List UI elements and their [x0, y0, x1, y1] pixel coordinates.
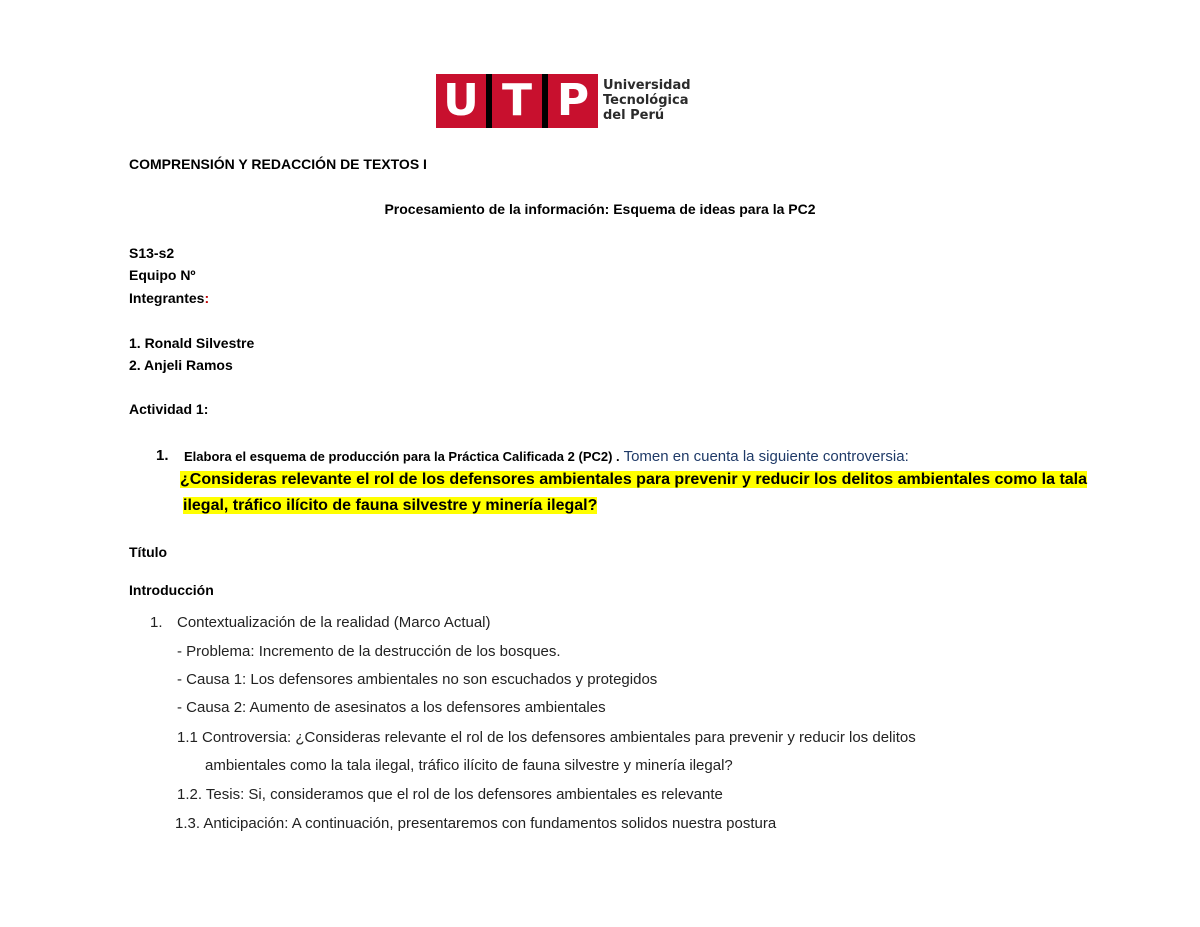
outline-line: 1.2. Tesis: Si, consideramos que el rol de los defensores ambientales es relevante: [177, 786, 723, 803]
subtitle: Procesamiento de la información: Esquema de ideas para la PC2: [384, 201, 816, 217]
logo-line: del Perú: [603, 108, 665, 123]
outline-line: ambientales como la tala ilegal, tráfico ilícito de fauna silvestre y minería ilegal?: [205, 757, 733, 774]
outline-item-number: 1.: [150, 614, 163, 631]
introduction-heading: Introducción: [129, 582, 214, 598]
outline-line: - Causa 2: Aumento de asesinatos a los defensores ambientales: [177, 699, 606, 716]
outline-line: 1.1 Controversia: ¿Consideras relevante el rol de los defensores ambientales para prevenir y reducir los delitos: [177, 729, 916, 746]
team-number: Equipo Nº: [129, 267, 196, 283]
question-line-2: ilegal, tráfico ilícito de fauna silvestre y minería ilegal?: [183, 497, 598, 514]
instruction-number: 1.: [156, 447, 169, 464]
controversy-question: [180, 471, 1087, 489]
logo-letter-u: U: [436, 74, 486, 128]
members-colon: :: [204, 290, 210, 306]
logo-line: Tecnológica: [603, 93, 689, 108]
outline-line: - Causa 1: Los defensores ambientales no son escuchados y protegidos: [177, 671, 658, 688]
instruction-rest: Tomen en cuenta la siguiente controversia:: [619, 448, 909, 465]
activity-label: Actividad 1:: [129, 401, 209, 417]
question-line-1: ¿Consideras relevante el rol de los defensores ambientales para prevenir y reducir los delitos ambientales como la tala: [180, 471, 1088, 488]
member-item: 1. Ronald Silvestre: [129, 335, 255, 351]
logo-university-name: [603, 78, 691, 123]
member-item: 2. Anjeli Ramos: [129, 357, 233, 373]
session-code: S13-s2: [129, 245, 175, 261]
logo-line: Universidad: [603, 78, 691, 93]
course-title: COMPRENSIÓN Y REDACCIÓN DE TEXTOS I: [129, 156, 427, 172]
logo-letter-p: P: [548, 74, 598, 128]
controversy-question-cont: [183, 497, 597, 515]
logo-letter-t: T: [492, 74, 542, 128]
members-label: [129, 290, 209, 306]
outline-item-title: Contextualización de la realidad (Marco Actual): [177, 614, 491, 631]
title-heading: Título: [129, 544, 168, 560]
instruction-bold: Elabora el esquema de producción para la Práctica Calificada 2 (PC2) .: [184, 449, 620, 464]
instruction-text: [184, 448, 909, 466]
outline-line: 1.3. Anticipación: A continuación, presentaremos con fundamentos solidos nuestra postura: [175, 815, 777, 832]
outline-line: - Problema: Incremento de la destrucción de los bosques.: [177, 643, 561, 660]
members-label-text: Integrantes: [129, 290, 205, 306]
